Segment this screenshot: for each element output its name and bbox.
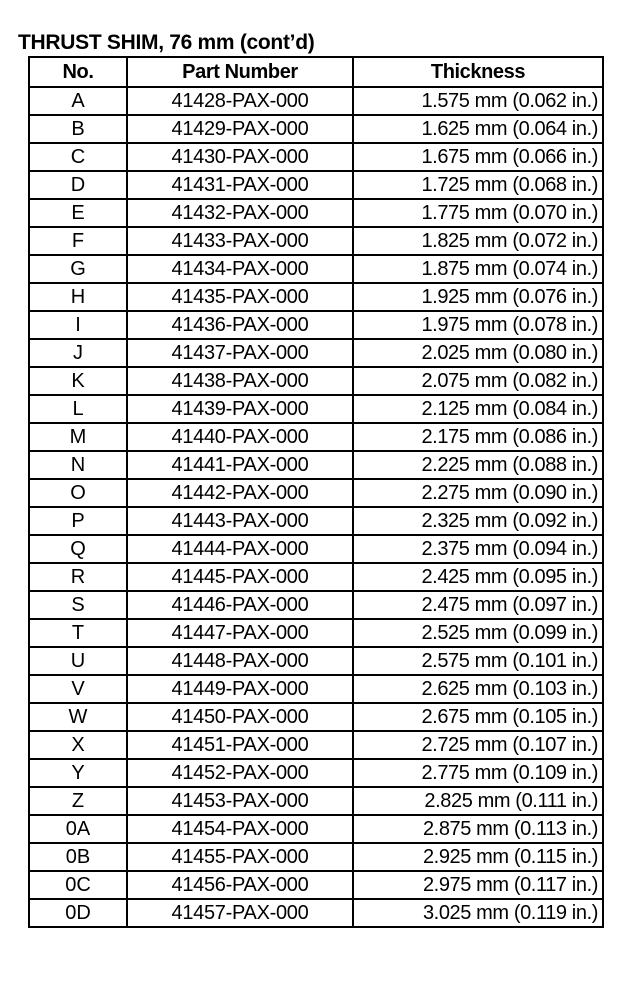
table-row [29, 899, 603, 927]
cell-part-number: 41456-PAX-000 [127, 871, 353, 899]
table-row [29, 507, 603, 535]
header-thickness: Thickness [353, 57, 603, 87]
table-row [29, 199, 603, 227]
cell-thickness: 1.925 mm (0.076 in.) [353, 283, 603, 311]
cell-thickness: 2.775 mm (0.109 in.) [353, 759, 603, 787]
cell-thickness: 2.725 mm (0.107 in.) [353, 731, 603, 759]
cell-no: S [29, 591, 127, 619]
cell-no: D [29, 171, 127, 199]
cell-thickness: 2.875 mm (0.113 in.) [353, 815, 603, 843]
cell-part-number: 41428-PAX-000 [127, 87, 353, 115]
table-row [29, 619, 603, 647]
cell-no: N [29, 451, 127, 479]
cell-part-number: 41432-PAX-000 [127, 199, 353, 227]
cell-no: 0A [29, 815, 127, 843]
cell-no: P [29, 507, 127, 535]
cell-thickness: 2.225 mm (0.088 in.) [353, 451, 603, 479]
cell-thickness: 1.675 mm (0.066 in.) [353, 143, 603, 171]
cell-part-number: 41446-PAX-000 [127, 591, 353, 619]
cell-no: T [29, 619, 127, 647]
cell-no: H [29, 283, 127, 311]
table-row [29, 843, 603, 871]
cell-no: Q [29, 535, 127, 563]
table-row [29, 591, 603, 619]
cell-thickness: 2.425 mm (0.095 in.) [353, 563, 603, 591]
cell-part-number: 41451-PAX-000 [127, 731, 353, 759]
cell-thickness: 1.975 mm (0.078 in.) [353, 311, 603, 339]
cell-no: K [29, 367, 127, 395]
table-row [29, 451, 603, 479]
table-row [29, 143, 603, 171]
header-no: No. [29, 57, 127, 87]
cell-thickness: 3.025 mm (0.119 in.) [353, 899, 603, 927]
cell-part-number: 41441-PAX-000 [127, 451, 353, 479]
cell-thickness: 2.325 mm (0.092 in.) [353, 507, 603, 535]
cell-no: J [29, 339, 127, 367]
table-row [29, 787, 603, 815]
cell-no: X [29, 731, 127, 759]
table-row [29, 283, 603, 311]
cell-no: E [29, 199, 127, 227]
cell-no: I [29, 311, 127, 339]
cell-part-number: 41450-PAX-000 [127, 703, 353, 731]
table-row [29, 871, 603, 899]
cell-no: G [29, 255, 127, 283]
table-row [29, 479, 603, 507]
cell-no: A [29, 87, 127, 115]
cell-part-number: 41436-PAX-000 [127, 311, 353, 339]
table-row [29, 395, 603, 423]
table-row [29, 535, 603, 563]
cell-part-number: 41452-PAX-000 [127, 759, 353, 787]
cell-thickness: 2.825 mm (0.111 in.) [353, 787, 603, 815]
table-row [29, 815, 603, 843]
cell-part-number: 41430-PAX-000 [127, 143, 353, 171]
table-row [29, 367, 603, 395]
cell-thickness: 1.725 mm (0.068 in.) [353, 171, 603, 199]
cell-thickness: 2.975 mm (0.117 in.) [353, 871, 603, 899]
cell-thickness: 2.475 mm (0.097 in.) [353, 591, 603, 619]
cell-part-number: 41438-PAX-000 [127, 367, 353, 395]
table-row [29, 563, 603, 591]
table-row [29, 227, 603, 255]
cell-no: M [29, 423, 127, 451]
table-row [29, 87, 603, 115]
header-row [29, 57, 603, 87]
cell-part-number: 41431-PAX-000 [127, 171, 353, 199]
cell-thickness: 2.025 mm (0.080 in.) [353, 339, 603, 367]
table-row [29, 311, 603, 339]
cell-part-number: 41434-PAX-000 [127, 255, 353, 283]
table-title: THRUST SHIM, 76 mm (cont’d) [18, 31, 315, 54]
cell-no: R [29, 563, 127, 591]
cell-part-number: 41453-PAX-000 [127, 787, 353, 815]
table-row [29, 675, 603, 703]
table-row [29, 759, 603, 787]
cell-no: F [29, 227, 127, 255]
cell-part-number: 41433-PAX-000 [127, 227, 353, 255]
cell-thickness: 2.575 mm (0.101 in.) [353, 647, 603, 675]
cell-part-number: 41445-PAX-000 [127, 563, 353, 591]
cell-part-number: 41448-PAX-000 [127, 647, 353, 675]
cell-no: Y [29, 759, 127, 787]
cell-thickness: 2.275 mm (0.090 in.) [353, 479, 603, 507]
cell-no: Z [29, 787, 127, 815]
cell-part-number: 41435-PAX-000 [127, 283, 353, 311]
header-part-number: Part Number [127, 57, 353, 87]
cell-part-number: 41443-PAX-000 [127, 507, 353, 535]
cell-thickness: 2.175 mm (0.086 in.) [353, 423, 603, 451]
cell-no: V [29, 675, 127, 703]
cell-thickness: 1.875 mm (0.074 in.) [353, 255, 603, 283]
cell-part-number: 41439-PAX-000 [127, 395, 353, 423]
cell-part-number: 41455-PAX-000 [127, 843, 353, 871]
cell-no: B [29, 115, 127, 143]
cell-no: 0C [29, 871, 127, 899]
cell-part-number: 41437-PAX-000 [127, 339, 353, 367]
thrust-shim-table [28, 56, 604, 928]
cell-thickness: 2.125 mm (0.084 in.) [353, 395, 603, 423]
cell-no: U [29, 647, 127, 675]
cell-thickness: 2.525 mm (0.099 in.) [353, 619, 603, 647]
cell-thickness: 2.075 mm (0.082 in.) [353, 367, 603, 395]
cell-part-number: 41429-PAX-000 [127, 115, 353, 143]
cell-thickness: 2.925 mm (0.115 in.) [353, 843, 603, 871]
cell-thickness: 2.375 mm (0.094 in.) [353, 535, 603, 563]
cell-part-number: 41457-PAX-000 [127, 899, 353, 927]
cell-no: O [29, 479, 127, 507]
cell-no: C [29, 143, 127, 171]
cell-no: 0D [29, 899, 127, 927]
cell-part-number: 41447-PAX-000 [127, 619, 353, 647]
cell-no: L [29, 395, 127, 423]
table-body [29, 87, 603, 927]
cell-thickness: 1.625 mm (0.064 in.) [353, 115, 603, 143]
cell-thickness: 2.625 mm (0.103 in.) [353, 675, 603, 703]
table-row [29, 255, 603, 283]
table-row [29, 703, 603, 731]
cell-no: 0B [29, 843, 127, 871]
cell-thickness: 2.675 mm (0.105 in.) [353, 703, 603, 731]
table-row [29, 731, 603, 759]
cell-part-number: 41444-PAX-000 [127, 535, 353, 563]
table-row [29, 171, 603, 199]
table-row [29, 339, 603, 367]
table-row [29, 423, 603, 451]
cell-part-number: 41454-PAX-000 [127, 815, 353, 843]
cell-no: W [29, 703, 127, 731]
cell-thickness: 1.825 mm (0.072 in.) [353, 227, 603, 255]
table-row [29, 647, 603, 675]
cell-part-number: 41440-PAX-000 [127, 423, 353, 451]
cell-part-number: 41449-PAX-000 [127, 675, 353, 703]
table-row [29, 115, 603, 143]
cell-thickness: 1.575 mm (0.062 in.) [353, 87, 603, 115]
cell-thickness: 1.775 mm (0.070 in.) [353, 199, 603, 227]
cell-part-number: 41442-PAX-000 [127, 479, 353, 507]
